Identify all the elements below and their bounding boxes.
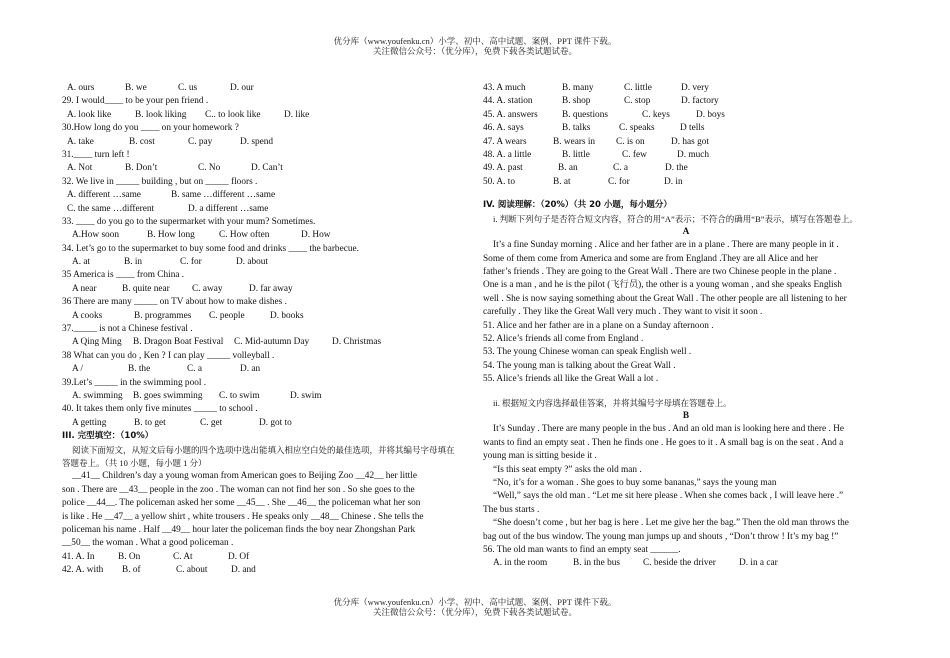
question-33: 33. ____ do you go to the supermarket with your mum? Sometimes. [62,216,316,227]
question-37: 37._____ is not a Chinese festival . [62,324,193,335]
passage-b-line: “She doesn’t come , but her bag is here . Let me give her the bag.” Then the old man throws the [493,518,849,529]
question-54: 54. The young man is talking about the Great Wall . [483,360,676,371]
option: D. boys [696,109,725,120]
option: C. speaks [619,123,655,134]
section-4-instruction: i. 判断下列句子是否符合短文内容，符合的用“A”表示；不符合的确用“B”表示，填写在答题卷上。 [493,213,859,224]
question-51: 51. Alice and her father are in a plane on a Sunday afternoon . [483,320,714,331]
question-55: 55. Alice’s friends all like the Great Wall a lot . [483,374,659,385]
option: B. same …different …same [171,190,276,201]
question-31: 31.____ turn left ! [62,149,130,160]
option: C. few [622,149,647,160]
q38-options [62,363,470,376]
option: C. No [198,163,221,174]
passage-a-line: carefully . They like the Great Wall very much . They want to visit it soon . [483,307,763,318]
passage-b-line: The bus starts . [483,504,540,515]
q46-options [483,122,889,135]
left-column [62,82,470,577]
option: D. swim [290,390,322,401]
option: A / [72,364,84,375]
passage-b-line: It’s Sunday . There are many people in the bus . And an old man is looking here and there . He [493,424,844,435]
option: 49. A. past [483,163,523,174]
q32-options-ab [62,189,470,202]
page-header [0,36,950,56]
option: A. at [72,257,91,268]
q48-options [483,149,889,162]
cloze-line: policeman his name . Half __49__ hour later the policeman finds the boy near Zhongshan Park [62,524,416,535]
q45-options [483,109,889,122]
option: B. many [562,83,594,93]
option: A getting [72,417,107,428]
question-30: 30.How long do you ____ on your homework ? [62,123,239,134]
question-56: 56. The old man wants to find an empty seat ______. [483,544,681,555]
option: C. us [178,83,198,93]
option: D. and [231,565,256,576]
option: D. the [665,163,688,174]
passage-b-label: B [682,410,690,421]
option: B. shop [562,96,591,107]
passage-a-line: One is a man , and he is the pilot (飞行员), the other is a young woman , and she speaks English [483,280,842,291]
header-line-1: 优分库（www.youfenku.cn）小学、初中、高中试题、案例、PPT 课件下载。 [333,36,617,46]
option: D. about [236,257,269,268]
q43-options [483,82,889,95]
option: 44. A. station [483,96,533,107]
option: D. spend [240,136,274,147]
option: C. a [187,364,202,375]
passage-b-line: “Well,” says the old man . “Let me sit here please . When she comes back , I will leave here .” [493,491,844,502]
q29-options [62,109,470,122]
footer-line-2: 关注微信公众号：（优分库），免费下载各类试题试卷。 [372,607,577,617]
cloze-line: __41__ Children’s day a young woman from American goes to Beijing Zoo __42__ her little [72,471,417,482]
passage-b-line: bag out of the bus window. The young man jumps up and shouts , “Don’t throw ! It’s my bag !” [483,531,839,542]
passage-b-line: wants to find an empty seat . Then he finds one . He goes to it . A small bag is on the seat . And a [483,437,844,448]
option: C. stop [624,96,651,107]
option: B. goes swimming [133,390,203,401]
q36-options [62,310,470,323]
q47-options [483,136,889,149]
option: B. in the bus [573,558,621,569]
option: A Qing Ming [72,337,122,348]
option: D. Of [228,551,250,562]
option: D. very [681,83,709,93]
question-32: 32. We live in _____ building , but on _____ floors . [62,176,258,187]
q49-options [483,162,889,175]
option: C. pay [188,136,213,147]
option: C. for [608,176,630,187]
q35-options [62,283,470,296]
page-footer [0,597,950,617]
passage-b-line: young man is sitting beside it . [483,451,597,462]
option: D. has got [671,136,709,147]
option: A. look like [67,109,112,120]
option: B. programmes [134,310,192,321]
option: D. far away [249,283,293,294]
option: B. On [118,551,141,562]
header-line-2: 关注微信公众号：（优分库），免费下载各类试题试卷。 [372,46,577,56]
q39-options [62,390,470,403]
section-4-instruction-2: ii. 根据短文内容选择最佳答案，并将其编号字母填在答题卷上。 [493,397,732,408]
cloze-line: son . There are __43__ people in the zoo . The woman can not find her son . So she goes to the [62,484,415,495]
option: D. Christmas [332,337,382,348]
passage-a-line: Some of them come from America and some are from England .They are all Alice and her [483,253,818,264]
option: C. Mid-autumn Day [234,337,310,348]
option: C. a [613,163,628,174]
passage-a-line: well . She is now saying something about the Great Wall . The other people are all listening to her [483,293,847,304]
option: B. cost [129,136,155,147]
option: D. in [664,176,683,187]
option: A cooks [72,310,103,321]
option: C. for [180,257,202,268]
right-column [483,82,889,571]
passage-a-line: father’s friends . They are going to the Great Wall . There are two Chinese people in the plane . [483,267,837,278]
option: C. people [209,310,245,321]
option: B. wears in [553,136,596,147]
option: A. different …same [67,190,141,201]
q28-options [62,82,470,95]
passage-a-label: A [682,226,690,237]
section-4-title: IV. 阅读理解：（20%）（共 20 小题，每小题分） [483,200,672,211]
q37-options [62,336,470,349]
option: D. an [240,364,261,375]
option: B. questions [562,109,608,120]
option: C. get [200,417,223,428]
option: D. got to [259,417,292,428]
option: 45. A. answers [483,109,538,120]
option: A. ours [67,83,95,93]
option: D. books [270,310,304,321]
q56-options [483,557,889,570]
option: A. swimming [72,390,123,401]
option: D. like [284,109,310,120]
option: D. in a car [739,558,778,569]
option: B. Dragon Boat Festival [133,337,224,348]
option: B. Don’t [125,163,158,174]
q42-options [62,564,470,577]
question-36: 36 There are many _____ on TV about how to make dishes . [62,297,287,308]
option: C. How often [219,230,270,241]
question-53: 53. The young Chinese woman can speak English well . [483,347,692,358]
option: 47. A wears [483,136,527,147]
option: A. Not [67,163,93,174]
option: D. a different …same [188,203,269,214]
option: 43. A much [483,83,526,93]
q30-options [62,136,470,149]
option: 46. A. says [483,123,524,134]
question-52: 52. Alice’s friends all come from England . [483,334,644,345]
option: B. little [562,149,590,160]
option: A.How soon [72,230,120,241]
section-3-instruction-cont: 答题卷上。（共 10 小题，每小题 1 分） [62,457,207,468]
q31-options [62,162,470,175]
option: A. in the room [493,558,548,569]
option: 42. A. with [62,565,104,576]
q40-options [62,417,470,430]
option: C.. to look like [205,109,261,120]
option: 41. A. In [62,551,95,562]
option: B. we [125,83,147,93]
option: C. beside the driver [643,558,716,569]
question-35: 35 America is ____ from China . [62,270,185,281]
q33-options [62,229,470,242]
option: B. to get [134,417,166,428]
option: B. at [553,176,571,187]
passage-b-line: “Is this seat empty ?” asks the old man . [493,464,642,475]
q32-options-cd [62,203,470,216]
cloze-line: police __44__. The policeman asked her some __45__ . She __46__ the policeman what her son [62,498,421,509]
option: B. in [124,257,143,268]
question-38: 38 What can you do , Ken ? I can play _____ volleyball . [62,350,275,361]
option: D. much [677,149,710,160]
passage-b-line: “No, it’s for a woman . She goes to buy some bananas,” says the young man [493,477,777,488]
option: B. talks [562,123,591,134]
question-34: 34. Let’s go to the supermarket to buy some food and drinks ____ the barbecue. [62,243,359,254]
question-29: 29. I would____ to be your pen friend . [62,96,209,107]
option: C. the same …different [67,203,155,214]
cloze-line: __50__ the woman . What a good policeman . [62,538,234,549]
option: B. How long [147,230,195,241]
cloze-line: is like . He __47__ a yellow shirt , white trousers . He speaks only __48__ Chinese . She tells the [62,511,424,522]
option: C. away [192,283,223,294]
section-3-title: III. 完型填空：（10%） [62,431,154,442]
option: D tells [680,123,705,134]
option: C. little [624,83,652,93]
option: C. is on [616,136,645,147]
option: C. to swim [219,390,260,401]
q44-options [483,95,889,108]
option: B. quite near [122,283,170,294]
q41-options [62,551,470,564]
option: A. take [67,136,94,147]
option: 50. A. to [483,176,516,187]
option: D. How [301,230,331,241]
footer-line-1: 优分库（www.youfenku.cn）小学、初中、高中试题、案例、PPT 课件下载。 [333,597,617,607]
option: C. about [176,565,208,576]
option: D. Can’t [251,163,283,174]
option: D. factory [681,96,719,107]
option: C. keys [642,109,670,120]
option: 48. A. a little [483,149,532,160]
option: A near [72,283,97,294]
option: B. the [128,364,151,375]
section-3-instruction: 阅读下面短文，从短文后每小题的四个选项中选出能填入相应空白处的最佳选项，并将其编号字母填在 [72,444,455,455]
q50-options [483,176,889,189]
passage-a-line: It’s a fine Sunday morning . Alice and her father are in a plane . There are many people in it . [493,240,839,251]
option: D. our [230,83,254,93]
option: B. of [122,565,141,576]
option: B. an [558,163,578,174]
option: C. At [173,551,193,562]
q34-options [62,256,470,269]
option: B. look liking [135,109,187,120]
question-39: 39.Let’s _____ in the swimming pool . [62,377,207,388]
question-40: 40. It takes them only five minutes _____ to school . [62,404,258,415]
